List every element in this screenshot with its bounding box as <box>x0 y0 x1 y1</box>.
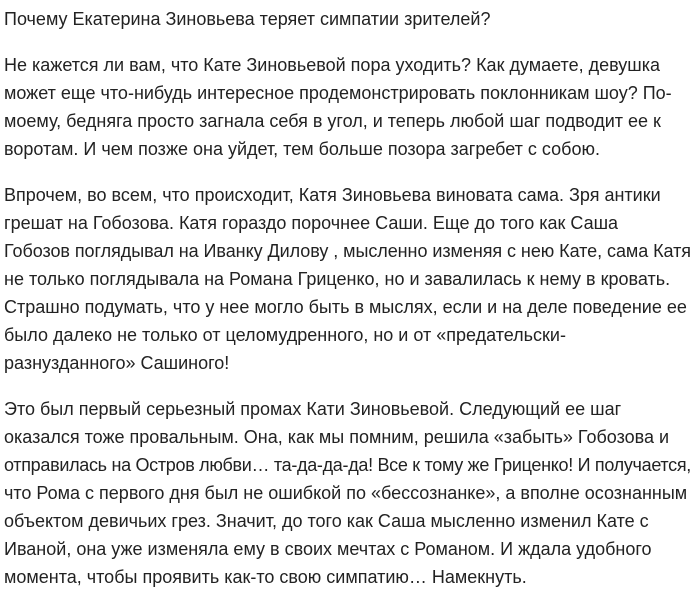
title-line: Почему Екатерина Зиновьева теряет симпатии зрителей? <box>4 9 491 29</box>
paragraph-line: момента, чтобы проявить как-то свою симпатию… Намекнуть. <box>4 567 527 587</box>
paragraph-line: Это был первый серьезный промах Кати Зиновьевой. Следующий ее шаг <box>4 399 622 419</box>
paragraph-line: разнузданного» Сашиного! <box>4 353 230 373</box>
paragraph-line: Страшно подумать, что у нее могло быть в мыслях, если и на деле поведение ее <box>4 297 687 317</box>
article-title <box>4 5 691 33</box>
paragraph-line: что Рома с первого дня был не ошибкой по «бессознанке», а вполне осознанным <box>4 483 688 503</box>
paragraph-2 <box>4 181 691 377</box>
paragraph-line: было далеко не только от целомудренного, но и от «предательски- <box>4 325 566 345</box>
paragraph-line: оказался тоже провальным. Она, как мы помним, решила «забыть» Гобозова и <box>4 427 670 447</box>
paragraph-line: отправилась на Остров любви… та-да-да-да! Все к тому же Гриценко! И получается, <box>4 455 691 475</box>
paragraph-line: моему, бедняга просто загнала себя в угол, и теперь любой шаг подводит ее к <box>4 111 661 131</box>
paragraph-line: объектом девичьих грез. Значит, до того как Саша мысленно изменил Кате с <box>4 511 649 531</box>
paragraph-line: воротам. И чем позже она уйдет, тем больше позора загребет с собою. <box>4 139 600 159</box>
paragraph-3 <box>4 395 691 591</box>
paragraph-1 <box>4 51 691 163</box>
paragraph-line: Впрочем, во всем, что происходит, Катя Зиновьева виновата сама. Зря антики <box>4 185 661 205</box>
paragraph-line: не только поглядывала на Романа Гриценко, но и завалилась к нему в кровать. <box>4 269 671 289</box>
paragraph-line: может еще что-нибудь интересное продемонстрировать поклонникам шоу? По- <box>4 83 672 103</box>
paragraph-line: Не кажется ли вам, что Кате Зиновьевой пора уходить? Как думаете, девушка <box>4 55 660 75</box>
paragraph-line: грешат на Гобозова. Катя гораздо порочнее Саши. Еще до того как Саша <box>4 213 619 233</box>
paragraph-line: Иваной, она уже изменяла ему в своих мечтах с Романом. И ждала удобного <box>4 539 652 559</box>
paragraph-line: Гобозов поглядывал на Иванку Дилову , мысленно изменяя с нею Кате, сама Катя <box>4 241 691 261</box>
